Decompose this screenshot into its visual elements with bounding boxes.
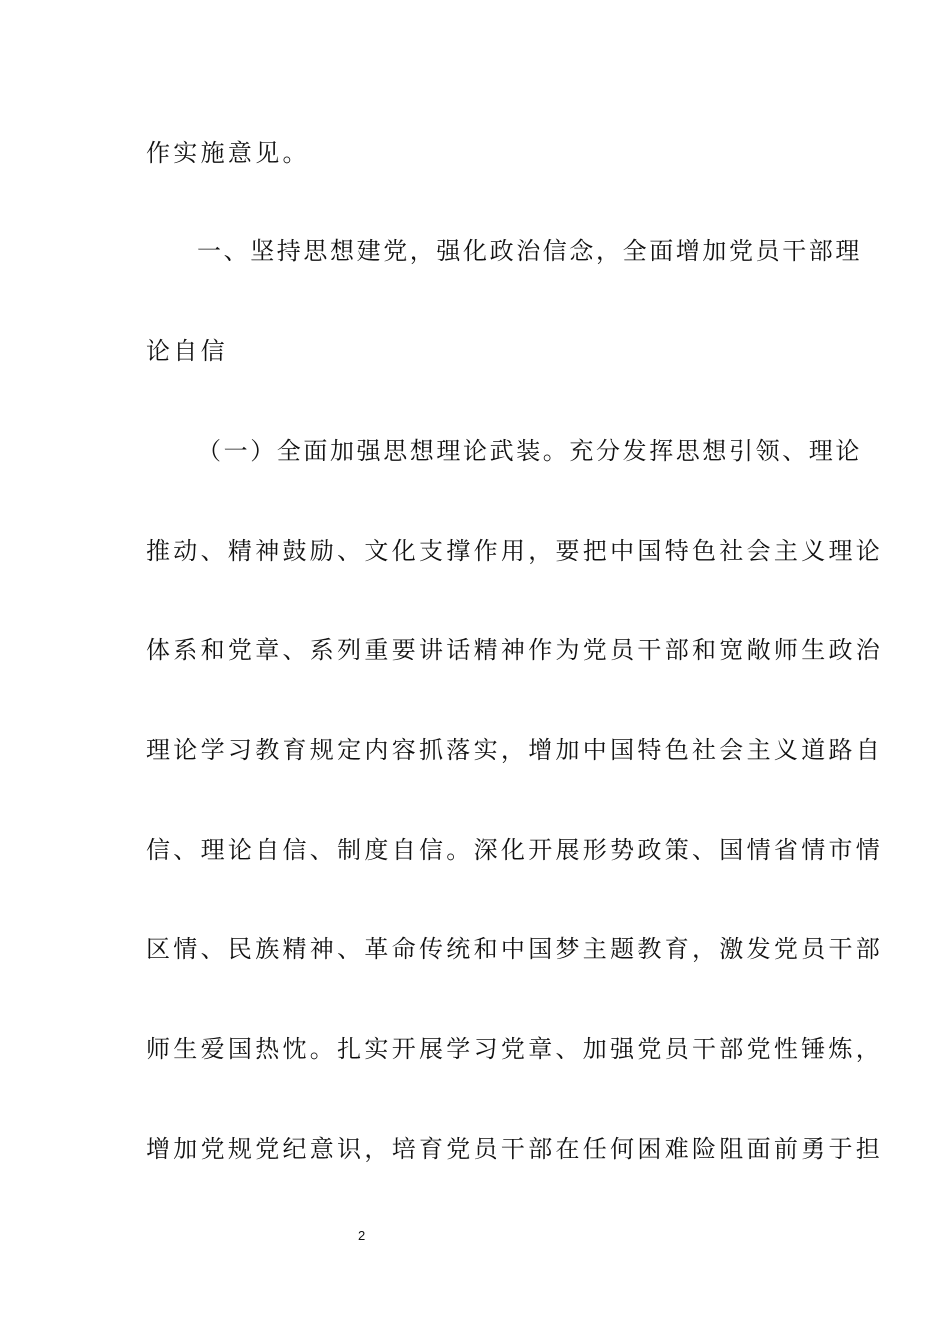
paragraph-line: 信、理论自信、制度自信。深化开展形势政策、国情省情市情: [146, 836, 884, 864]
paragraph-line: 增加党规党纪意识，培育党员干部在任何困难险阻面前勇于担: [146, 1135, 884, 1163]
section-heading-line: 一、坚持思想建党，强化政治信念，全面增加党员干部理: [197, 237, 862, 265]
paragraph-line: 理论学习教育规定内容抓落实，增加中国特色社会主义道路自: [146, 736, 884, 764]
paragraph-line: 体系和党章、系列重要讲话精神作为党员干部和宽敞师生政治: [146, 636, 884, 664]
section-heading-line: 论自信: [146, 337, 228, 365]
text-line: 作实施意见。: [146, 139, 310, 167]
paragraph-line: （一）全面加强思想理论武装。充分发挥思想引领、理论: [197, 437, 862, 465]
page-number: 2: [358, 1228, 366, 1243]
paragraph-line: 推动、精神鼓励、文化支撑作用，要把中国特色社会主义理论: [146, 537, 884, 565]
paragraph-line: 师生爱国热忱。扎实开展学习党章、加强党员干部党性锤炼，: [146, 1035, 884, 1063]
paragraph-line: 区情、民族精神、革命传统和中国梦主题教育，激发党员干部: [146, 935, 884, 963]
